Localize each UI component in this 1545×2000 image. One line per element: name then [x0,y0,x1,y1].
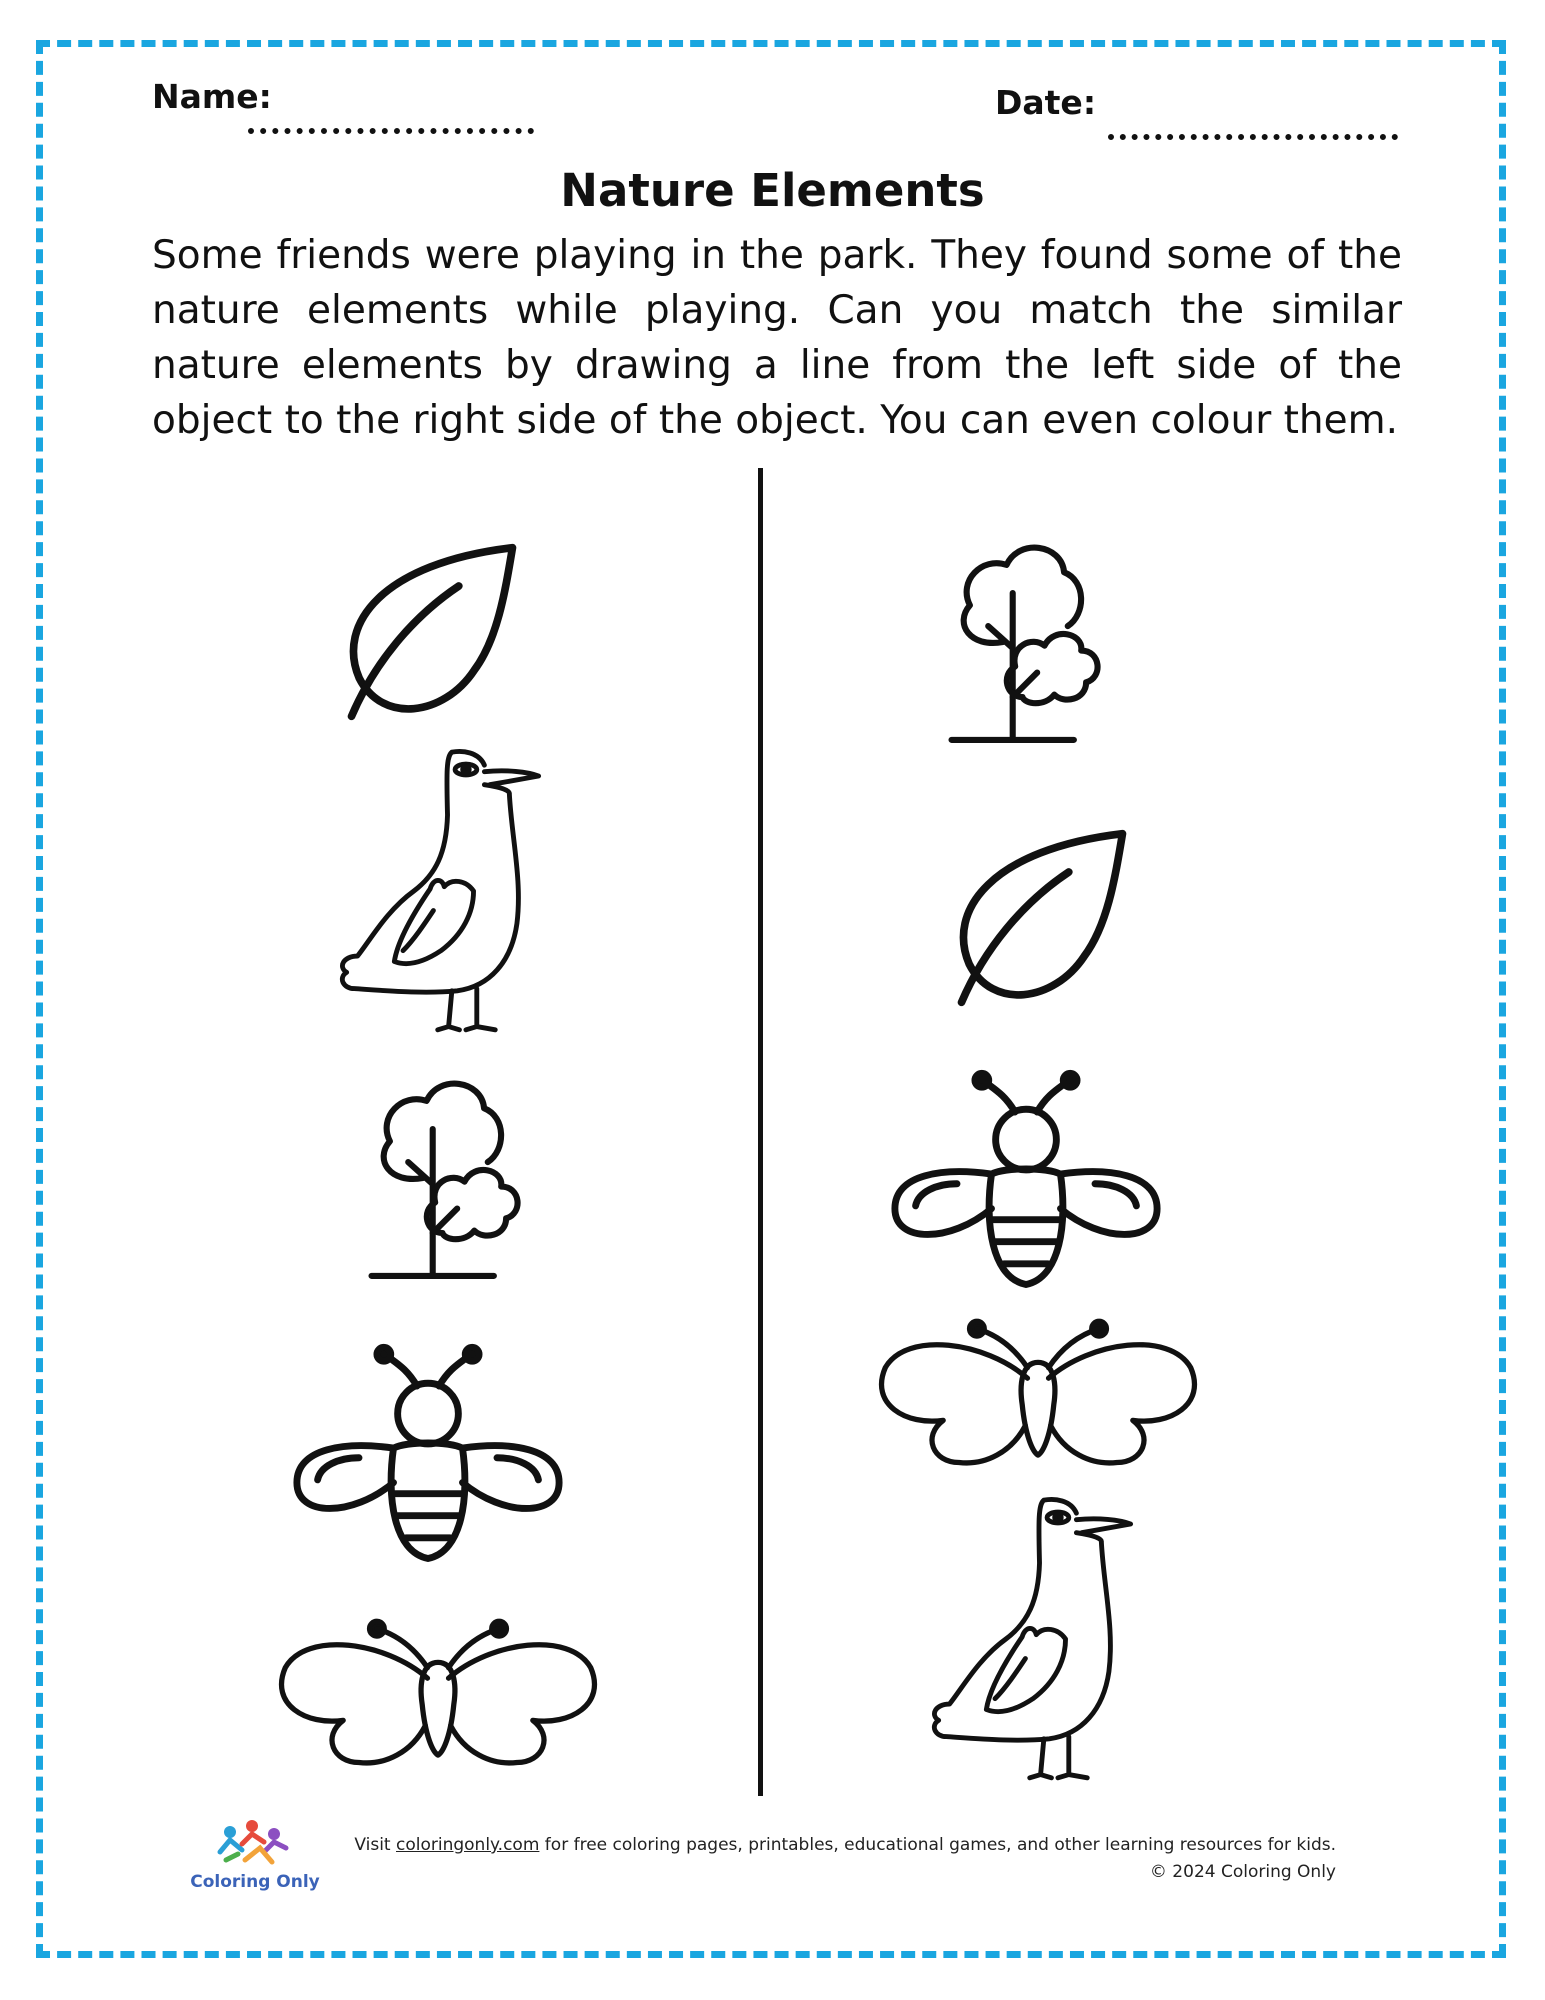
name-label: Name: [152,77,272,116]
right-tree-picture[interactable] [928,538,1128,746]
right-bird-picture[interactable] [888,1498,1178,1780]
date-label: Date: [995,83,1097,122]
footer-copyright: © 2024 Coloring Only [1149,1862,1336,1882]
right-leaf-picture[interactable] [928,826,1156,1010]
worksheet-title: Nature Elements [560,164,985,217]
date-field[interactable] [1108,134,1398,140]
worksheet-instructions: Some friends were playing in the park. They found some of the nature elements while playing. Can you match the similar nature elements by drawing a line from the left side of the object to the right side of the object. You can even colour them. [152,233,1402,443]
footer-visit-prefix: Visit [354,1835,396,1855]
footer-site-link[interactable]: coloringonly.com [396,1835,540,1855]
footer-note [340,1832,1336,1886]
name-field[interactable] [248,128,534,134]
column-divider [758,468,763,1796]
left-bee-picture[interactable] [290,1338,566,1572]
left-leaf-picture[interactable] [318,540,546,724]
left-tree-picture[interactable] [362,1074,534,1282]
left-butterfly-picture[interactable] [280,1612,596,1776]
logo-text: Coloring Only [190,1872,320,1892]
right-butterfly-picture[interactable] [880,1312,1196,1476]
right-bee-picture[interactable] [888,1064,1164,1298]
footer-visit-suffix: for free coloring pages, printables, educational games, and other learning resources for kids. [539,1835,1336,1855]
left-bird-picture[interactable] [296,750,586,1032]
